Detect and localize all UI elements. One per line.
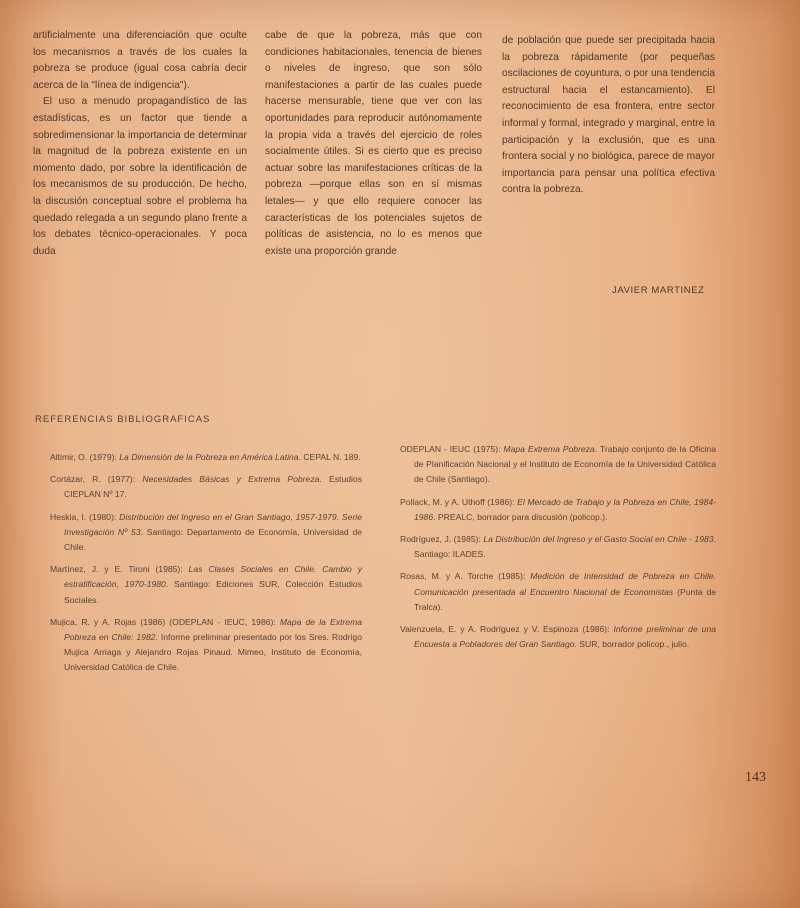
page-number: 143 xyxy=(745,770,766,785)
reference-entry: Mujica, R. y A. Rojas (1986) (ODEPLAN - IEUC, 1986): Mapa de la Extrema Pobreza en Chile: 1982. Informe preliminar presentado por los Sres. Rodrigo Mujica Arriaga y Alejandro Rojas Pinaud. Mimeo, Instituto de Economía, Universidad Católica de Chile. xyxy=(50,616,363,673)
paragraph: de población que puede ser precipitada hacia la pobreza rápidamente (por pequeñas oscilaciones de coyuntura, o por una tendencia estructural hacia el estancamiento). El reconocimiento de esa frontera, entre sector informal y formal, integrado y marginal, entre la participación y la exclusión, que es una frontera social y no biológica, parece de mayor importancia para pensar una política efectiva contra la pobreza. xyxy=(502,35,715,196)
author-signature: JAVIER MARTINEZ xyxy=(612,285,705,296)
references-heading: REFERENCIAS BIBLIOGRAFICAS xyxy=(35,414,211,425)
reference-entry: Pollack, M. y A. Uthoff (1986): El Mercado de Trabajo y la Pobreza en Chile, 1984-1986. PREALC, borrador para discusión (policop.). xyxy=(400,496,716,522)
reference-entry: Valenzuela, E. y A. Rodríguez y V. Espinoza (1986): Informe preliminar de una Encuesta a Pobladores del Gran Santiago. SUR, borrador policop., julio. xyxy=(400,624,717,650)
reference-entry: Cortázar, R. (1977): Necesidades Básicas y Extrema Pobreza. Estudios CIEPLAN Nº 17. xyxy=(50,474,362,500)
reference-entry: Rodríguez, J. (1985): La Distribución del Ingreso y el Gasto Social en Chile - 1983. Santiago: ILADES. xyxy=(400,534,716,560)
reference-entry: Altimir, O. (1979): La Dimensión de la Pobreza en América Latina. CEPAL N. 189. xyxy=(50,452,361,462)
paragraph: cabe de que la pobreza, más que con condiciones habitacionales, tenencia de bienes o niveles de ingreso, que son sólo manifestaciones a partir de las cuales puede hacerse mensurable, tiene que ver con las oportunidades para reproducir autónomamente la propia vida a través del ejercicio de roles socialmente útiles. Si es cierto que es preciso actuar sobre las manifestaciones críticas de la pobreza —porque ellas son en sí mismas letales— y que ello requiere conocer las características de los potenciales sujetos de políticas de asistencia, no lo es menos que existe una proporción grande xyxy=(265,30,482,257)
reference-entry: Martínez, J. y E. Tironi (1985): Las Clases Sociales en Chile. Cambio y estratificación, 1970-1980. Santiago: Ediciones SUR, Colección Estudios Sociales. xyxy=(50,564,362,605)
text-column-1 xyxy=(33,28,247,260)
references-left-column xyxy=(50,450,362,683)
references-right-column xyxy=(400,442,716,659)
reference-entry: ODEPLAN - IEUC (1975): Mapa Extrema Pobreza. Trabajo conjunto de la Oficina de Planificación Nacional y el Instituto de Economía de la Universidad Católica de Chile (Santiago). xyxy=(400,444,716,485)
text-column-3 xyxy=(502,33,715,199)
paragraph: El uso a menudo propagandístico de las estadísticas, es un factor que tiende a sobredimensionar la importancia de determinar la magnitud de la pobreza existente en un momento dado, por sobre la identificación de los mecanismos de su producción. De hecho, la discusión conceptual sobre el problema ha quedado relegada a un segundo plano frente a los debates técnico-operacionales. Y poca duda xyxy=(33,96,247,257)
text-column-2 xyxy=(265,28,482,260)
reference-entry: Heskia, I. (1980): Distribución del Ingreso en el Gran Santiago, 1957-1979. Serie Investigación Nº 53. Santiago: Departamento de Economía, Universidad de Chile. xyxy=(50,511,363,553)
paragraph: artificialmente una diferenciación que oculte los mecanismos a través de los cuales la pobreza se produce (igual cosa cabría decir acerca de la "línea de indigencia"). xyxy=(33,30,247,91)
reference-entry: Rosas, M. y A. Torche (1985): Medición de Intensidad de Pobreza en Chile. Comunicación presentada al Encuentro Nacional de Economistas (Punta de Tralca). xyxy=(400,571,716,612)
